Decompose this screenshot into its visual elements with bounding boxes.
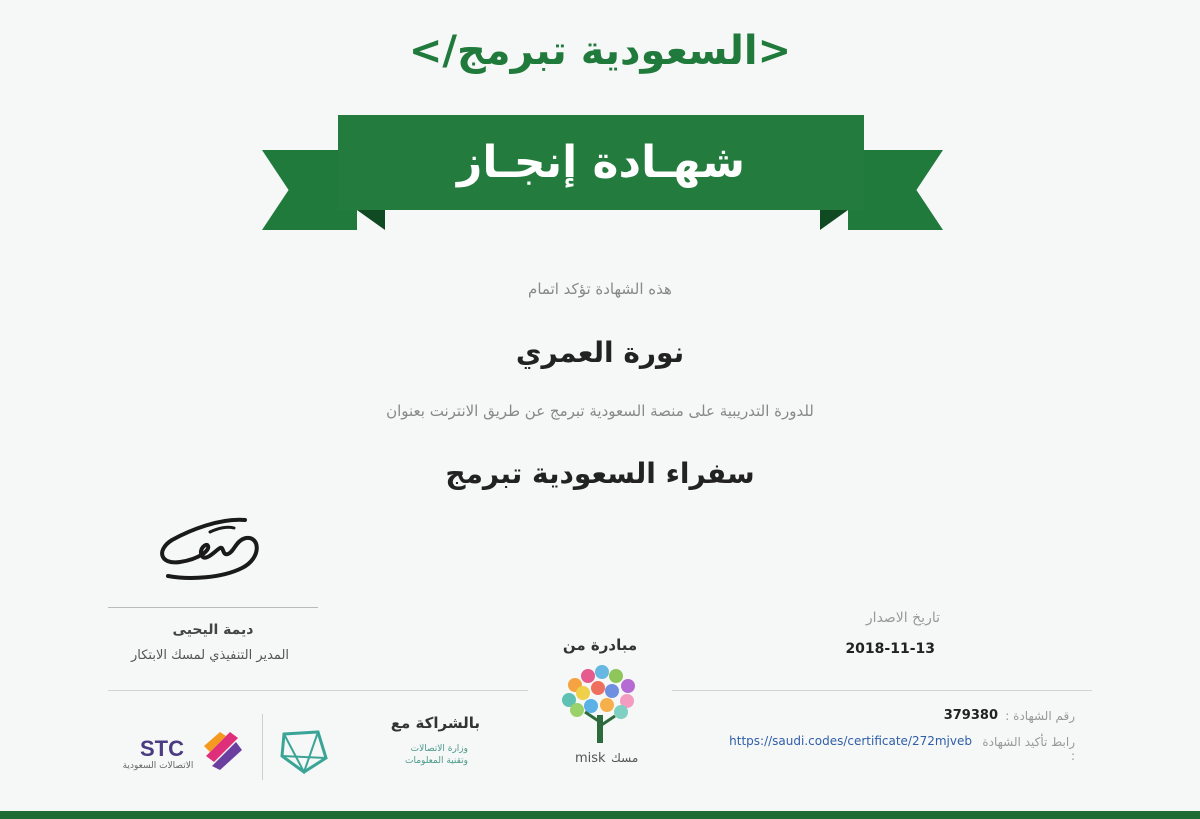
svg-text:misk: misk (575, 751, 606, 766)
issue-date-label: تاريخ الاصدار (865, 610, 940, 626)
signer-title: المدير التنفيذي لمسك الابتكار (130, 648, 290, 663)
issue-date-value: 2018-11-13 (845, 641, 935, 657)
certificate-number-label: رقم الشهادة : (1005, 709, 1075, 723)
misk-tree-logo-icon (555, 660, 645, 780)
stc-logo-text: STC (140, 736, 184, 761)
stc-logo-icon (200, 726, 245, 774)
recipient-name: نورة العمري (515, 336, 685, 369)
certificate-number: 379380 (943, 708, 998, 723)
course-intro: للدورة التدريبية على منصة السعودية تبرمج عن طريق الانترنت بعنوان (386, 402, 814, 420)
certificate-ribbon (338, 115, 864, 210)
certificate-heading: شهـادة إنجـاز (457, 137, 745, 188)
svg-text:مسك: مسك (611, 751, 639, 765)
ribbon-fold-right (820, 210, 848, 230)
divider-left (108, 690, 528, 691)
signature-line (108, 607, 318, 608)
ribbon-fold-left (357, 210, 385, 230)
signature-icon (150, 510, 270, 590)
bottom-bar (0, 811, 1200, 819)
page-title: <السعودية تبرمج/> (408, 28, 792, 74)
confirm-text: هذه الشهادة تؤكد اتمام (528, 280, 672, 298)
certificate-link-label: رابط تأكيد الشهادة : (982, 735, 1075, 763)
initiative-label: مبادرة من (562, 636, 638, 654)
course-title: سفراء السعودية تبرمج (445, 457, 755, 490)
partner-divider (262, 714, 263, 780)
stc-logo-subtitle: الاتصالات السعودية (122, 761, 194, 771)
ministry-name-line-1: وزارة الاتصالات (410, 744, 468, 754)
signer-name: ديمة اليحيى (172, 622, 254, 638)
certificate-link[interactable]: https://saudi.codes/certificate/272mjveb (729, 734, 972, 748)
ministry-name-line-2: وتقنية المعلومات (405, 756, 468, 766)
partnership-label: بالشراكة مع (390, 714, 480, 732)
divider-right (672, 690, 1092, 691)
